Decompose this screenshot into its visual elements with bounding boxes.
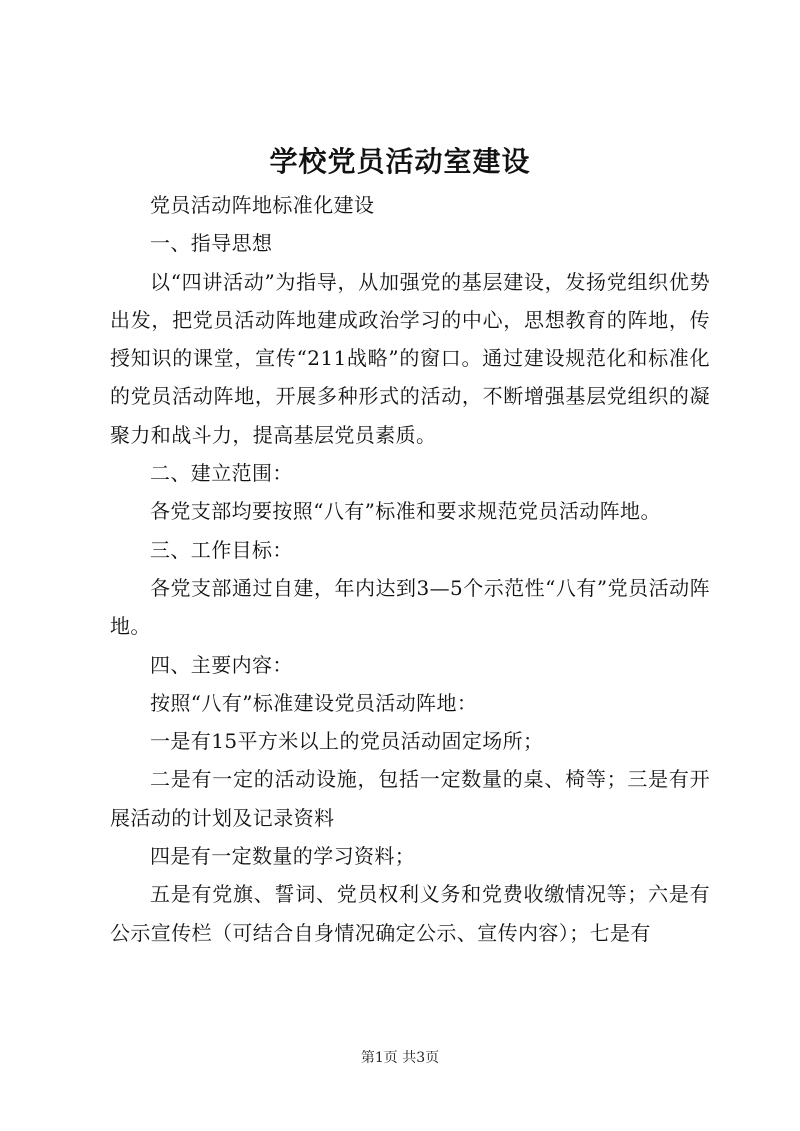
- section-heading-main-content: 四、主要内容：: [150, 652, 293, 677]
- section-heading-guiding-ideology: 一、指导思想: [150, 231, 273, 256]
- paragraph-item-2-3: 二是有一定的活动设施，包括一定数量的桌、椅等；三是有开展活动的计划及记录资料: [110, 767, 710, 830]
- paragraph-item-5-7: 五是有党旗、誓词、党员权利义务和党费收缴情况等；六是有公示宣传栏（可结合自身情况确定公示、宣传内容）；七是有: [110, 882, 710, 945]
- section-heading-scope: 二、建立范围：: [150, 461, 293, 486]
- page-number-footer: 第1页 共3页: [360, 1050, 440, 1066]
- document-title: 学校党员活动室建设: [269, 145, 531, 178]
- paragraph-scope: 各党支部均要按照“八有”标准和要求规范党员活动阵地。: [150, 499, 661, 524]
- paragraph-guiding-ideology: 以“四讲活动”为指导，从加强党的基层建设，发扬党组织优势出发，把党员活动阵地建成政治学习的中心，思想教育的阵地，传授知识的课堂，宣传“211战略”的窗口。通过建设规范化和标准化的党员活动阵地，开展多种形式的活动，不断增强基层党组织的凝聚力和战斗力，提高基层党员素质。: [110, 269, 710, 447]
- paragraph-main-content-intro: 按照“八有”标准建设党员活动阵地：: [150, 690, 478, 715]
- paragraph-item-1: 一是有15平方米以上的党员活动固定场所；: [150, 729, 544, 754]
- section-heading-goals: 三、工作目标：: [150, 537, 293, 562]
- paragraph-item-4: 四是有一定数量的学习资料；: [150, 844, 416, 869]
- paragraph-subtitle: 党员活动阵地标准化建设: [150, 193, 375, 217]
- paragraph-goals: 各党支部通过自建，年内达到3—5个示范性“八有”党员活动阵地。: [110, 575, 710, 639]
- document-body: [110, 186, 710, 952]
